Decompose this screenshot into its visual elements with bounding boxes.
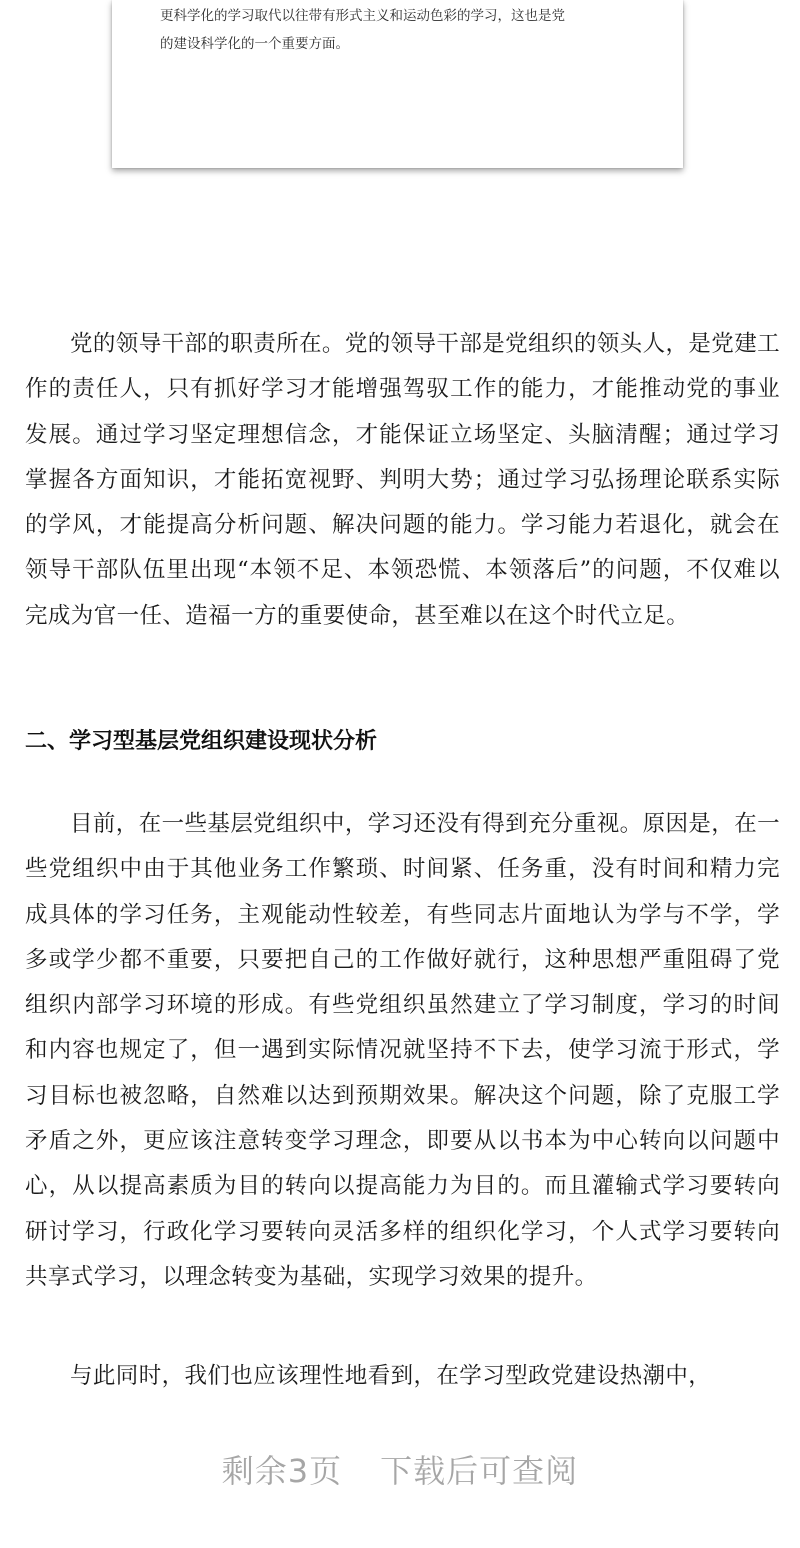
paragraph-leadership: 党的领导干部的职责所在。党的领导干部是党组织的领头人，是党建工作的责任人，只有抓好学习才能增强驾驭工作的能力，才能推动党的事业发展。通过学习坚定理想信念，才能保证立场坚定、头脑清醒；通过学习掌握各方面知识，才能拓宽视野、判明大势；通过学习弘扬理论联系实际的学风，才能提高分析问题、解决问题的能力。学习能力若退化，就会在领导干部队伍里出现“本领不足、本领恐慌、本领落后”的问题，不仅难以完成为官一任、造福一方的重要使命，甚至难以在这个时代立足。	[25, 331, 780, 629]
preview-page-card	[112, 0, 683, 168]
paragraph-status-analysis: 目前，在一些基层党组织中，学习还没有得到充分重视。原因是，在一些党组织中由于其他业务工作繁琐、时间紧、任务重，没有时间和精力完成具体的学习任务，主观能动性较差，有些同志片面地认为学与不学，学多或学少都不重要，只要把自己的工作做好就行，这种思想严重阻碍了党组织内部学习环境的形成。有些党组织虽然建立了学习制度，学习的时间和内容也规定了，但一遇到实际情况就坚持不下去，使学习流于形式，学习目标也被忽略，自然难以达到预期效果。解决这个问题，除了克服工学矛盾之外，更应该注意转变学习理念，即要从以书本为中心转向以问题中心，从以提高素质为目的转向以提高能力为目的。而且灌输式学习要转向研讨学习，行政化学习要转向灵活多样的组织化学习，个人式学习要转向共享式学习，以理念转变为基础，实现学习效果的提升。	[25, 811, 780, 1290]
paragraph-continuation: 与此同时，我们也应该理性地看到，在学习型政党建设热潮中，	[70, 1363, 712, 1389]
preview-line: 的建设科学化的一个重要方面。	[160, 36, 349, 52]
preview-line: 更科学化的学习取代以往带有形式主义和运动色彩的学习，这也是党	[160, 8, 565, 24]
download-prompt-label[interactable]: 下载后可查阅	[380, 1452, 579, 1490]
preview-page-text	[160, 2, 660, 58]
remaining-pages-label: 剩余3页	[221, 1452, 343, 1490]
download-prompt-bar[interactable]	[0, 1446, 800, 1492]
section-heading: 二、学习型基层党组织建设现状分析	[25, 729, 378, 754]
